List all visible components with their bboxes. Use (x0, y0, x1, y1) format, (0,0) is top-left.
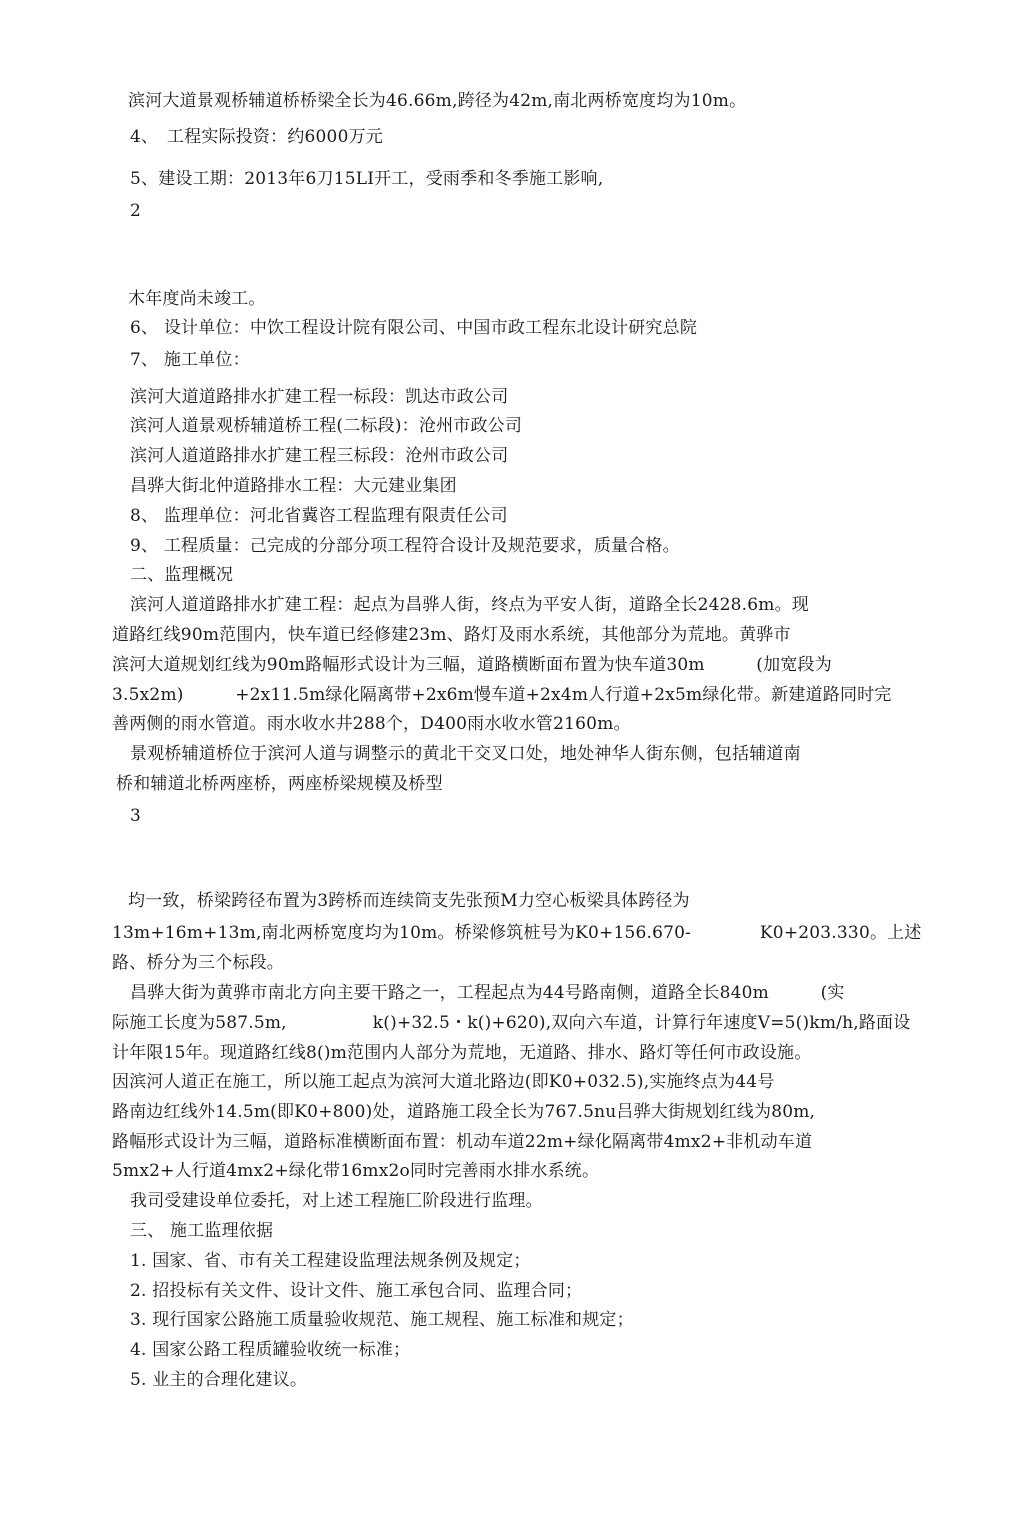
text-line: 5、建设工期：2013年6刀15LI开工，受雨季和冬季施工影响, (130, 169, 604, 189)
text-line: 滨河人道道路排水扩建工程：起点为昌骅人街，终点为平安人街，道路全长2428.6m。现 (130, 595, 810, 615)
list-item: 1. 国家、省、市有关工程建设监理法规条例及规定； (130, 1251, 531, 1271)
text-line: 9、 工程质量：己完成的分部分项工程符合设计及规范要求，质量合格。 (130, 536, 680, 556)
text-line: 善两侧的雨水管道。雨水收水井288个，D400雨水收水管2160m。 (112, 714, 631, 734)
text-line: 8、 监理单位：河北省冀咨工程监理有限责任公司 (130, 506, 508, 526)
text-line: 木年度尚未竣工。 (128, 289, 266, 309)
text-line: 道路红线90m范围内，快车道已经修建23m、路灯及雨水系统，其他部分为荒地。黄骅市 (112, 625, 791, 645)
text-line: 际施工长度为587.5m, k()+32.5・k()+620),双向六车道，计算行年速度V=5()km/h,路面设 (112, 1013, 911, 1033)
text-line: 滨河人道景观桥辅道桥工程(二标段)：沧州市政公司 (130, 416, 523, 436)
text-line: 桥和辅道北桥两座桥，两座桥梁规模及桥型 (116, 774, 443, 794)
text-line: 昌骅大街为黄骅市南北方向主要干路之一，工程起点为44号路南侧，道路全长840m (实 (130, 983, 845, 1003)
text-line: 因滨河人道正在施工，所以施工起点为滨河大道北路边(即K0+032.5),实施终点为44号 (112, 1072, 775, 1092)
page-number: 2 (130, 201, 142, 221)
text-line: 3.5x2m) +2x11.5m绿化隔离带+2x6m慢车道+2x4m人行道+2x5m绿化带。新建道路同时完 (112, 685, 892, 705)
text-line: 4、 工程实际投资：约6000万元 (130, 127, 383, 147)
text-line: 计年限15年。现道路红线8()m范围内人部分为荒地，无道路、排水、路灯等任何市政设施。 (112, 1043, 812, 1063)
text-line: 7、 施工单位： (130, 350, 250, 370)
text-line: 滨河大道景观桥辅道桥桥梁全长为46.66m,跨径为42m,南北两桥宽度均为10m。 (128, 91, 747, 111)
text-line: 昌骅大街北仲道路排水工程：大元建业集团 (130, 476, 457, 496)
text-line: 滨河大道道路排水扩建工程一标段：凯达市政公司 (130, 387, 509, 407)
text-line: 滨河大道规划红线为90m路幅形式设计为三幅，道路横断面布置为快车道30m (加宽段为 (112, 655, 832, 675)
text-line: 5mx2+人行道4mx2+绿化带16mx2o同时完善雨水排水系统。 (112, 1161, 600, 1181)
text-line: 13m+16m+13m,南北两桥宽度均为10m。桥梁修筑桩号为K0+156.670- K0+203.330。上述 (112, 923, 922, 943)
list-item: 3. 现行国家公路施工质量验收规范、施工规程、施工标准和规定； (130, 1310, 634, 1330)
section-heading: 三、 施工监理依据 (130, 1221, 274, 1241)
text-line: 路幅形式设计为三幅，道路标准横断面布置：机动车道22m+绿化隔离带4mx2+非机动车道 (112, 1132, 813, 1152)
text-line: 均一致，桥梁跨径布置为3跨桥而连续筒支先张预M力空心板梁具体跨径为 (128, 891, 690, 911)
list-item: 4. 国家公路工程质罐验收统一标准； (130, 1340, 411, 1360)
page-number: 3 (130, 806, 142, 826)
text-line: 景观桥辅道桥位于滨河人道与调整示的黄北干交叉口处，地处神华人街东侧，包括辅道南 (130, 744, 801, 764)
text-line: 滨河人道道路排水扩建工程三标段：沧州市政公司 (130, 446, 509, 466)
list-item: 2. 招投标有关文件、设计文件、施工承包合同、监理合同； (130, 1281, 583, 1301)
section-heading: 二、监理概况 (130, 565, 234, 585)
text-line: 路南边红线外14.5m(即K0+800)处，道路施工段全长为767.5nu吕骅大街规划红线为80m, (112, 1102, 816, 1122)
text-line: 6、 设计单位：中饮工程设计院有限公司、中国市政工程东北设计研究总院 (130, 318, 698, 338)
text-line: 我司受建设单位委托，对上述工程施匚阶段进行监理。 (130, 1191, 543, 1211)
list-item: 5. 业主的合理化建议。 (130, 1370, 308, 1390)
text-line: 路、桥分为三个标段。 (112, 953, 284, 973)
